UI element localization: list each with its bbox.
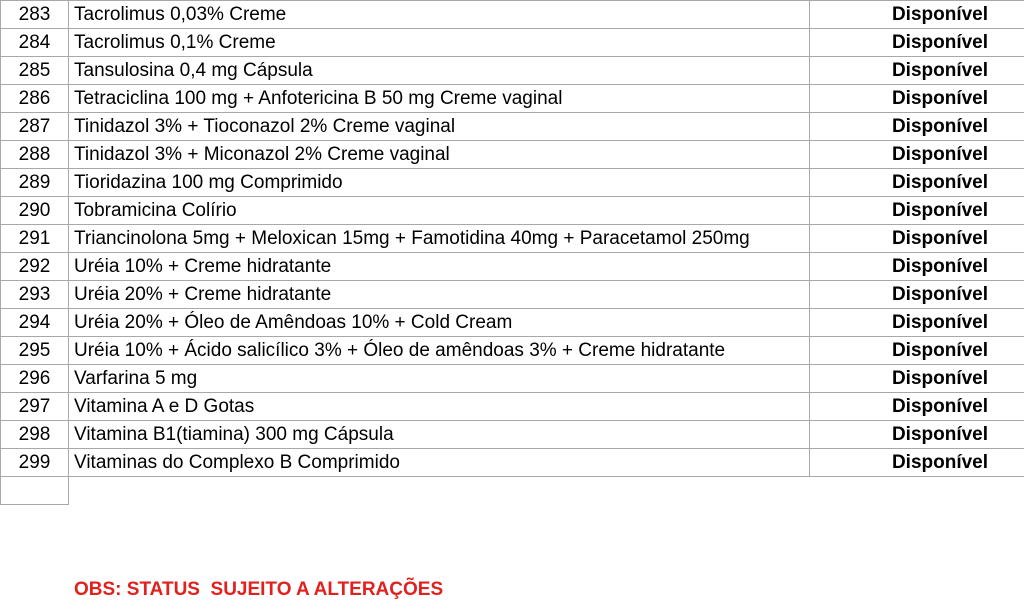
medication-name: Tacrolimus 0,1% Creme bbox=[69, 29, 810, 57]
status-disclaimer-note: OBS: STATUS SUJEITO A ALTERAÇÕES bbox=[74, 579, 444, 600]
table-row bbox=[1, 197, 1024, 225]
row-number: 292 bbox=[1, 253, 69, 281]
empty-cell bbox=[1, 477, 69, 505]
empty-space bbox=[69, 477, 810, 505]
row-number: 297 bbox=[1, 393, 69, 421]
medication-name: Uréia 20% + Óleo de Amêndoas 10% + Cold Cream bbox=[69, 309, 810, 337]
row-number: 283 bbox=[1, 1, 69, 29]
availability-status: Disponível bbox=[810, 365, 1024, 393]
availability-status: Disponível bbox=[810, 141, 1024, 169]
table-row bbox=[1, 1, 1024, 29]
row-number: 287 bbox=[1, 113, 69, 141]
row-number: 289 bbox=[1, 169, 69, 197]
table-row bbox=[1, 253, 1024, 281]
row-number: 294 bbox=[1, 309, 69, 337]
medication-name: Tobramicina Colírio bbox=[69, 197, 810, 225]
table-row bbox=[1, 449, 1024, 477]
row-number: 293 bbox=[1, 281, 69, 309]
row-number: 290 bbox=[1, 197, 69, 225]
availability-status: Disponível bbox=[810, 113, 1024, 141]
empty-table-row bbox=[1, 477, 1024, 505]
medication-name: Tansulosina 0,4 mg Cápsula bbox=[69, 57, 810, 85]
availability-status: Disponível bbox=[810, 197, 1024, 225]
availability-status: Disponível bbox=[810, 309, 1024, 337]
availability-status: Disponível bbox=[810, 393, 1024, 421]
row-number: 284 bbox=[1, 29, 69, 57]
medication-name: Tetraciclina 100 mg + Anfotericina B 50 mg Creme vaginal bbox=[69, 85, 810, 113]
table-row bbox=[1, 365, 1024, 393]
availability-status: Disponível bbox=[810, 169, 1024, 197]
row-number: 298 bbox=[1, 421, 69, 449]
availability-status: Disponível bbox=[810, 281, 1024, 309]
medication-name: Tinidazol 3% + Miconazol 2% Creme vaginal bbox=[69, 141, 810, 169]
row-number: 291 bbox=[1, 225, 69, 253]
availability-status: Disponível bbox=[810, 29, 1024, 57]
availability-status: Disponível bbox=[810, 337, 1024, 365]
medication-name: Varfarina 5 mg bbox=[69, 365, 810, 393]
medication-name: Tacrolimus 0,03% Creme bbox=[69, 1, 810, 29]
row-number: 295 bbox=[1, 337, 69, 365]
table-row bbox=[1, 421, 1024, 449]
row-number: 288 bbox=[1, 141, 69, 169]
medication-name: Uréia 10% + Creme hidratante bbox=[69, 253, 810, 281]
medication-table-body bbox=[1, 1, 1024, 505]
empty-space bbox=[810, 477, 1024, 505]
availability-status: Disponível bbox=[810, 253, 1024, 281]
row-number: 286 bbox=[1, 85, 69, 113]
availability-status: Disponível bbox=[810, 1, 1024, 29]
table-row bbox=[1, 225, 1024, 253]
row-number: 299 bbox=[1, 449, 69, 477]
table-row bbox=[1, 281, 1024, 309]
table-row bbox=[1, 113, 1024, 141]
row-number: 285 bbox=[1, 57, 69, 85]
medication-name: Uréia 20% + Creme hidratante bbox=[69, 281, 810, 309]
availability-status: Disponível bbox=[810, 85, 1024, 113]
availability-status: Disponível bbox=[810, 225, 1024, 253]
medication-name: Vitaminas do Complexo B Comprimido bbox=[69, 449, 810, 477]
table-row bbox=[1, 309, 1024, 337]
table-row bbox=[1, 85, 1024, 113]
availability-status: Disponível bbox=[810, 57, 1024, 85]
table-row bbox=[1, 57, 1024, 85]
row-number: 296 bbox=[1, 365, 69, 393]
medication-name: Vitamina A e D Gotas bbox=[69, 393, 810, 421]
medication-name: Vitamina B1(tiamina) 300 mg Cápsula bbox=[69, 421, 810, 449]
table-row bbox=[1, 393, 1024, 421]
medication-name: Triancinolona 5mg + Meloxican 15mg + Famotidina 40mg + Paracetamol 250mg bbox=[69, 225, 810, 253]
availability-status: Disponível bbox=[810, 421, 1024, 449]
table-row bbox=[1, 141, 1024, 169]
medication-name: Tinidazol 3% + Tioconazol 2% Creme vaginal bbox=[69, 113, 810, 141]
availability-status: Disponível bbox=[810, 449, 1024, 477]
table-row bbox=[1, 29, 1024, 57]
medication-name: Uréia 10% + Ácido salicílico 3% + Óleo de amêndoas 3% + Creme hidratante bbox=[69, 337, 810, 365]
table-row bbox=[1, 169, 1024, 197]
table-row bbox=[1, 337, 1024, 365]
medication-name: Tioridazina 100 mg Comprimido bbox=[69, 169, 810, 197]
